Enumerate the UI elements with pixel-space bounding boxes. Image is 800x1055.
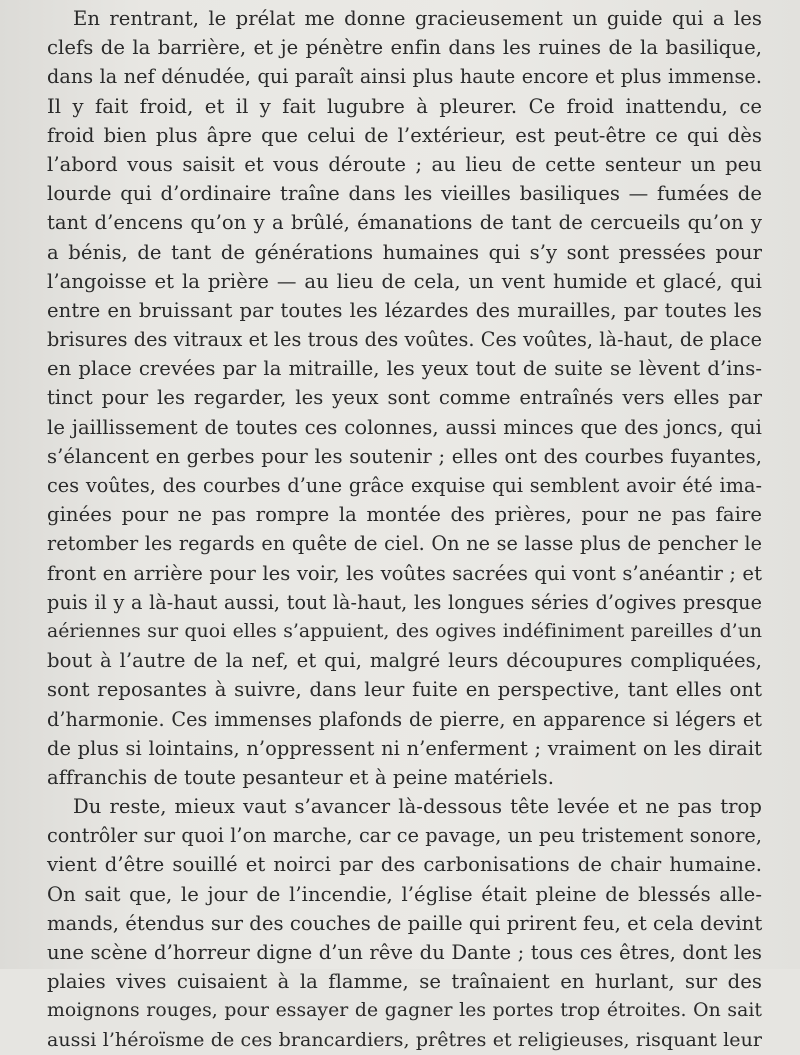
text-line: retomber les regards en quête de ciel. On ne se lasse plus de pencher le: [47, 532, 762, 556]
text-line: moignons rouges, pour essayer de gagner les portes trop étroites. On sait: [47, 1000, 762, 1022]
text-line: d’harmonie. Ces immenses plafonds de pierre, en apparence si légers et: [47, 707, 762, 731]
text-line: On sait que, le jour de l’incendie, l’église était pleine de blessés alle-: [47, 882, 762, 906]
text-line: front en arrière pour les voir, les voûtes sacrées qui vont s’anéantir ; et: [47, 561, 762, 585]
text-line: froid bien plus âpre que celui de l’extérieur, est peut-être ce qui dès: [47, 123, 762, 147]
text-line: brisures des vitraux et les trous des voûtes. Ces voûtes, là-haut, de place: [47, 328, 762, 352]
text-line: bout à l’autre de la nef, et qui, malgré leurs découpures compliquées,: [47, 649, 762, 673]
text-line: clefs de la barrière, et je pénètre enfin dans les ruines de la basilique,: [47, 36, 762, 60]
text-line: tinct pour les regarder, les yeux sont comme entraînés vers elles par: [47, 386, 762, 410]
text-line: entre en bruissant par toutes les lézardes des murailles, par toutes les: [47, 298, 762, 322]
text-line: contrôler sur quoi l’on marche, car ce pavage, un peu tristement sonore,: [47, 824, 762, 848]
text-line: dans la nef dénudée, qui paraît ainsi plus haute encore et plus immense.: [47, 65, 762, 89]
text-line: aussi l’héroïsme de ces brancardiers, prêtres et religieuses, risquant leur: [47, 1028, 762, 1051]
text-line: sont reposantes à suivre, dans leur fuite en perspective, tant elles ont: [47, 678, 762, 702]
text-line: plaies vives cuisaient à la flamme, se traînaient en hurlant, sur des: [47, 970, 762, 994]
text-line: aériennes sur quoi elles s’appuient, des ogives indéfiniment pareilles d’un: [47, 620, 762, 642]
text-line: s’élancent en gerbes pour les soutenir ; elles ont des courbes fuyantes,: [47, 444, 762, 468]
text-line: de plus si lointains, n’oppressent ni n’enferment ; vraiment on les dirait: [47, 736, 762, 760]
text-line: l’abord vous saisit et vous déroute ; au lieu de cette senteur un peu: [47, 152, 762, 176]
text-line: lourde qui d’ordinaire traîne dans les vieilles basiliques — fumées de: [47, 182, 762, 206]
text-line: mands, étendus sur des couches de paille qui prirent feu, et cela devint: [47, 911, 763, 935]
text-line: en place crevées par la mitraille, les yeux tout de suite se lèvent d’ins-: [47, 357, 762, 381]
text-line: En rentrant, le prélat me donne gracieusement un guide qui a les: [73, 7, 762, 30]
text-line: Il y fait froid, et il y fait lugubre à pleurer. Ce froid inattendu, ce: [47, 94, 762, 118]
text-line: vient d’être souillé et noirci par des carbonisations de chair humaine.: [47, 853, 762, 877]
paragraph: [47, 4, 762, 792]
text-line: tant d’encens qu’on y a brûlé, émanations de tant de cercueils qu’on y: [47, 211, 762, 235]
text-line: l’angoisse et la prière — au lieu de cela, un vent humide et glacé, qui: [47, 269, 762, 293]
text-line: ces voûtes, des courbes d’une grâce exquise qui semblent avoir été ima-: [47, 474, 762, 497]
text-line: Du reste, mieux vaut s’avancer là-dessous tête levée et ne pas trop: [73, 795, 762, 819]
text-line: puis il y a là-haut aussi, tout là-haut, les longues séries d’ogives presque: [47, 590, 762, 614]
paragraph: [47, 792, 762, 1055]
text-line: une scène d’horreur digne d’un rêve du Dante ; tous ces êtres, dont les: [47, 941, 762, 964]
text-line: ginées pour ne pas rompre la montée des prières, pour ne pas faire: [47, 503, 762, 527]
text-line: a bénis, de tant de générations humaines qui s’y sont pressées pour: [47, 240, 762, 264]
text-line: affranchis de toute pesanteur et à peine matériels.: [47, 765, 555, 789]
text-line: le jaillissement de toutes ces colonnes, aussi minces que des joncs, qui: [47, 415, 762, 439]
